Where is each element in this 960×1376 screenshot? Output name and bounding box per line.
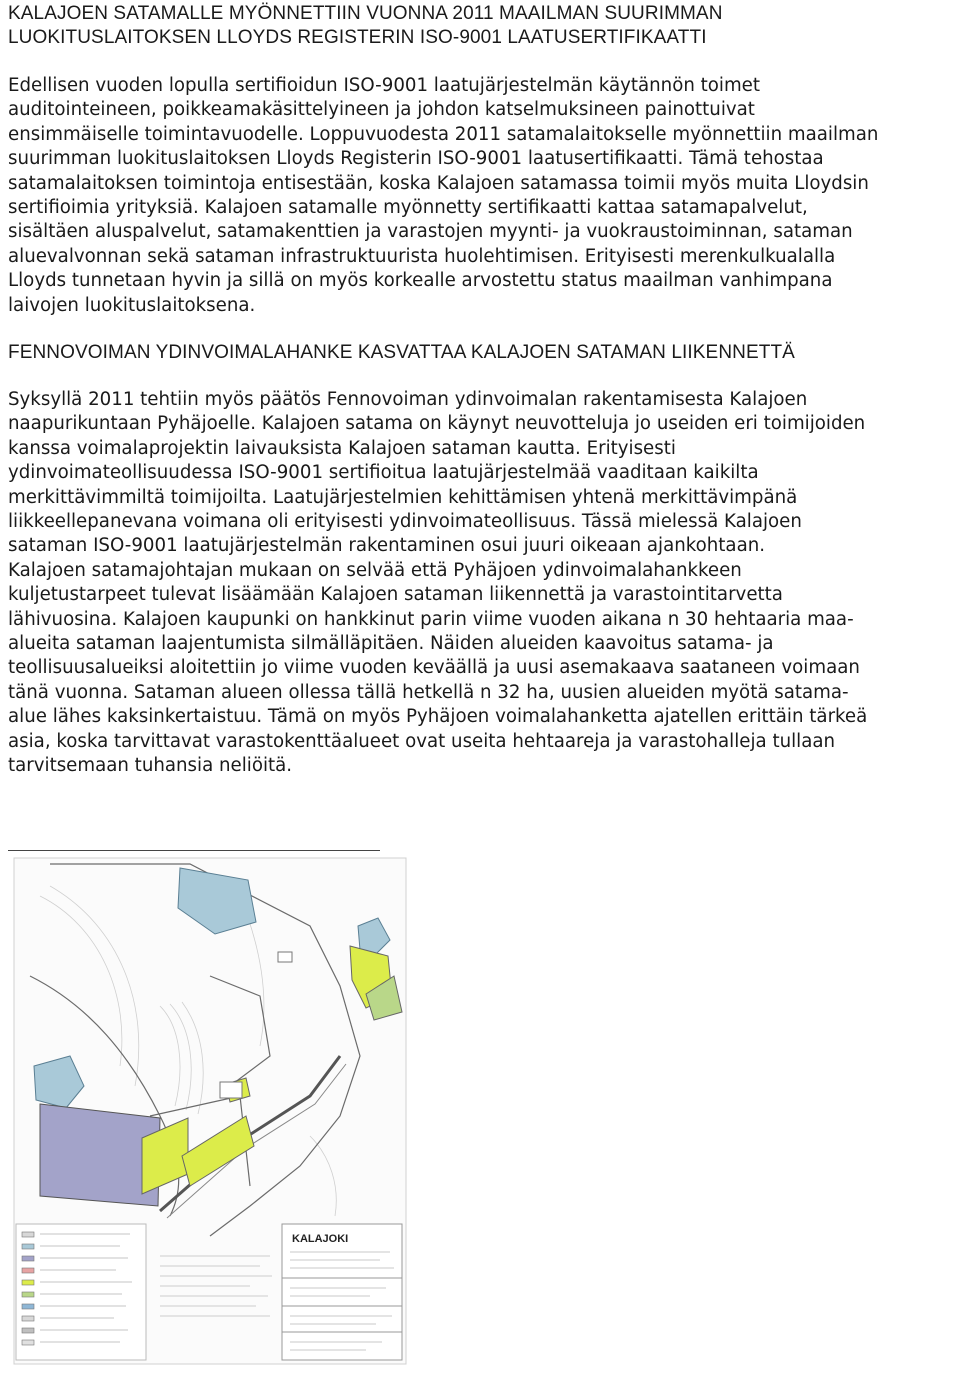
text-line: Kalajoen satamajohtajan mukaan on selvää että Pyhäjoen ydinvoimalahankkeen xyxy=(8,559,742,581)
text-line: Syksyllä 2011 tehtiin myös päätös Fennovoiman ydinvoimalan rakentamisesta Kalajoen xyxy=(8,389,808,410)
text-line: kanssa voimalaprojektin laivauksista Kalajoen sataman kautta. Erityisesti xyxy=(8,437,676,459)
text-line: laivojen luokituslaitoksena. xyxy=(8,294,256,316)
map-title: KALAJOKI xyxy=(292,1233,349,1245)
text-line: naapurikuntaan Pyhäjoelle. Kalajoen satama on käynyt neuvotteluja jo useiden eri toimijoiden xyxy=(8,413,866,435)
text-line: auditointeineen, poikkeamakäsittelyineen ja johdon katselmuksineen painottuivat xyxy=(8,99,755,121)
section-heading-fennovoima: FENNOVOIMAN YDINVOIMALAHANKE KASVATTAA KALAJOEN SATAMAN LIIKENNETTÄ xyxy=(8,342,795,363)
text-line: sertifioimia yrityksiä. Kalajoen satamalle myönnetty sertifikaatti kattaa satamapalvelut, xyxy=(8,197,808,219)
text-line: merkittävimmiltä toimijoilta. Laatujärjestelmien kehittämisen yhtenä merkittävimpänä xyxy=(8,486,798,508)
paragraph-certification xyxy=(8,74,878,318)
text-line: lähivuosina. Kalajoen kaupunki on hankkinut parin viime vuoden aikana n 30 hehtaaria maa- xyxy=(8,608,854,630)
text-line: Lloyds tunnetaan hyvin ja sillä on myös korkealle arvostettu status maailman vanhimpana xyxy=(8,270,833,292)
figure-separator-rule xyxy=(8,850,380,851)
text-line: tänä vuonna. Sataman alueen ollessa tällä hetkellä n 32 ha, uusien alueiden myötä satama- xyxy=(8,681,849,703)
text-line: sataman ISO-9001 laatujärjestelmän rakentaminen osui juuri oikeaan ajankohtaan. xyxy=(8,535,766,557)
heading-line: KALAJOEN SATAMALLE MYÖNNETTIIN VUONNA 2011 MAAILMAN SUURIMMAN xyxy=(8,3,723,24)
text-line: Edellisen vuoden lopulla sertifioidun ISO-9001 laatujärjestelmän käytännön toimet xyxy=(8,75,760,96)
text-line: ydinvoimateollisuudessa ISO-9001 sertifioitua laatujärjestelmää vaaditaan kaikilta xyxy=(8,462,759,484)
text-line: ensimmäiselle toimintavuodelle. Loppuvuodesta 2011 satamalaitokselle myönnettiin maailman xyxy=(8,123,879,145)
heading-line: LUOKITUSLAITOKSEN LLOYDS REGISTERIN ISO-9001 LAATUSERTIFIKAATTI xyxy=(8,27,707,49)
paragraph-fennovoima xyxy=(8,388,867,779)
text-line: sisältäen aluspalvelut, satamakenttien ja varastojen myynti- ja vuokraustoiminnan, sataman xyxy=(8,221,853,243)
section-heading-certification xyxy=(8,2,723,51)
zoning-map xyxy=(10,856,960,1366)
map-title-block xyxy=(282,1224,402,1360)
text-line: teollisuusalueiksi aloitettiin jo viime vuoden keväällä ja uusi asemakaava saataneen voimaan xyxy=(8,657,860,679)
map-legend xyxy=(16,1224,146,1360)
text-line: tarvitsemaan tuhansia neliöitä. xyxy=(8,755,293,777)
text-line: suurimman luokituslaitoksen Lloyds Registerin ISO-9001 laatusertifikaatti. Tämä tehostaa xyxy=(8,148,824,170)
text-line: liikkeellepanevana voimana oli erityisesti ydinvoimateollisuus. Tässä mielessä Kalajoen xyxy=(8,511,802,533)
text-line: aluevalvonnan sekä sataman infrastruktuurista huolehtimisen. Erityisesti merenkulkualalla xyxy=(8,245,836,267)
text-line: asia, koska tarvittavat varastokenttäalueet ovat useita hehtaareja ja varastohalleja tullaan xyxy=(8,730,836,752)
text-line: alueita sataman laajentumista silmälläpitäen. Näiden alueiden kaavoitus satama- ja xyxy=(8,633,774,655)
text-line: alue lähes kaksinkertaistuu. Tämä on myös Pyhäjoen voimalahanketta ajatellen erittäin tärkeä xyxy=(8,706,868,728)
zoning-map-figure xyxy=(10,856,960,1366)
text-line: kuljetustarpeet tulevat lisäämään Kalajoen sataman liikennettä ja varastointitarvetta xyxy=(8,584,783,606)
text-line: satamalaitoksen toimintoja entisestään, koska Kalajoen satamassa toimii myös muita Lloydsin xyxy=(8,172,869,194)
